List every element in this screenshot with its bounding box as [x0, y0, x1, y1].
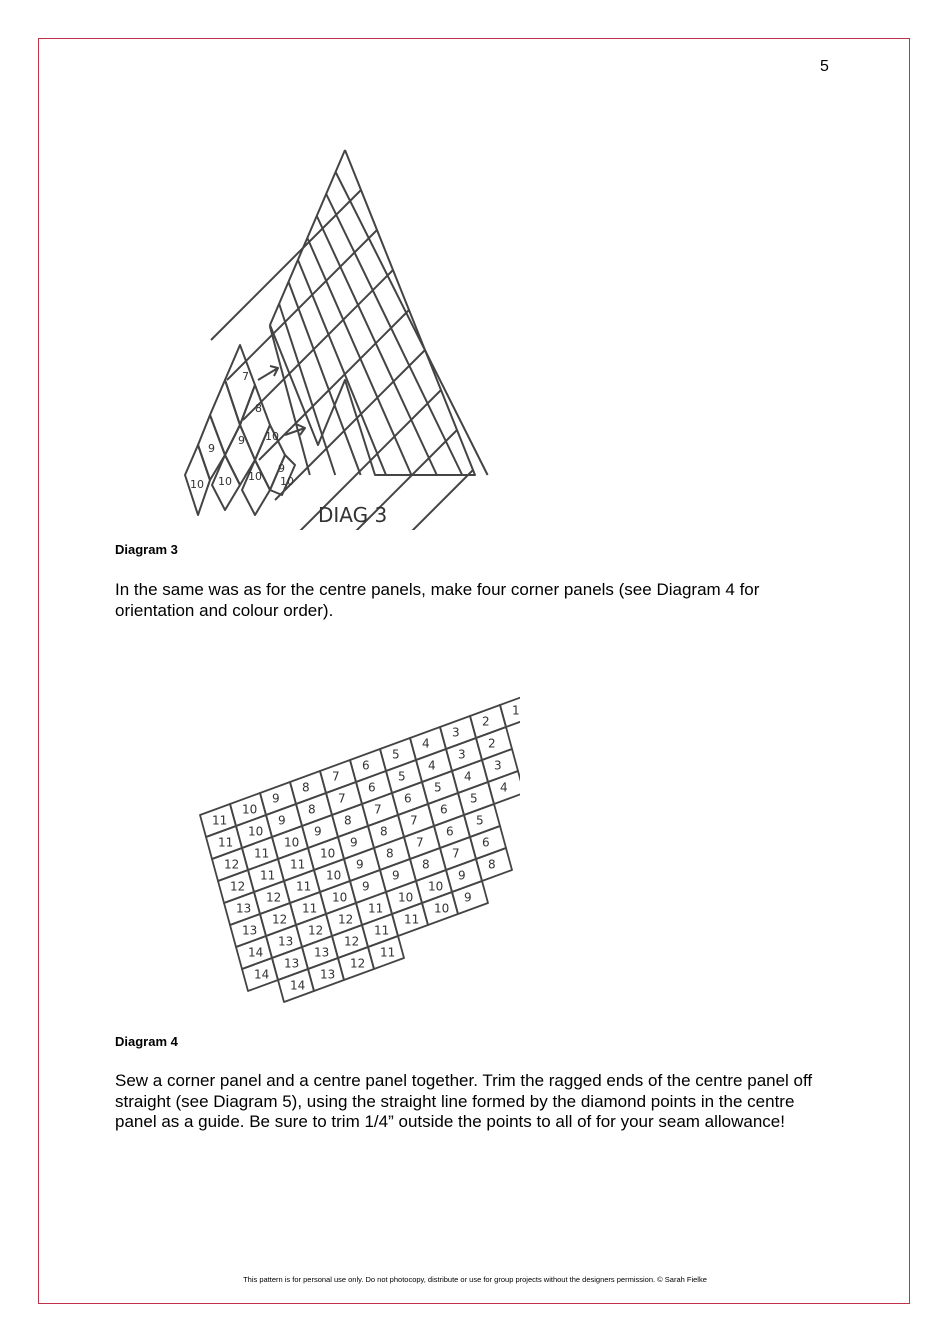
grid-number: 9	[392, 868, 400, 883]
grid-number: 9	[278, 813, 286, 828]
grid-number: 7	[332, 769, 340, 784]
grid-number: 8	[488, 857, 496, 872]
grid-number: 9	[350, 835, 358, 850]
grid-number: 5	[470, 791, 478, 806]
grid-number: 10	[398, 890, 414, 905]
grid-number: 10	[332, 890, 348, 905]
grid-number: 13	[320, 967, 336, 982]
grid-number: 9	[356, 857, 364, 872]
grid-number: 9	[464, 890, 472, 905]
grid-number: 3	[458, 747, 466, 762]
grid-number: 10	[320, 846, 336, 861]
grid-number: 10	[248, 824, 264, 839]
grid-number: 12	[350, 956, 366, 971]
grid-number: 2	[482, 714, 490, 729]
grid-number: 4	[422, 736, 430, 751]
grid-number: 13	[284, 956, 300, 971]
grid-number: 6	[446, 824, 454, 839]
grid-number: 7	[410, 813, 418, 828]
paragraph-corner-panels: In the same was as for the centre panels, make four corner panels (see Diagram 4 for orientation and colour order).	[115, 580, 760, 620]
grid-number: 11	[368, 901, 384, 916]
grid-number: 6	[362, 758, 370, 773]
grid-number: 11	[260, 868, 276, 883]
grid-number: 12	[272, 912, 288, 927]
diagram-3	[170, 140, 490, 530]
grid-number: 5	[398, 769, 406, 784]
strip-number: 9	[278, 462, 285, 475]
grid-number: 11	[302, 901, 318, 916]
grid-number: 3	[494, 758, 502, 773]
diagram-4-caption: Diagram 4	[115, 1034, 178, 1049]
grid-number: 12	[344, 934, 360, 949]
grid-number: 11	[212, 813, 228, 828]
grid-number: 14	[248, 945, 264, 960]
grid-number: 12	[230, 879, 246, 894]
diagram-3-handwritten-label: DIAG 3	[318, 503, 388, 527]
grid-number: 12	[224, 857, 240, 872]
grid-number: 5	[392, 747, 400, 762]
grid-number: 10	[326, 868, 342, 883]
grid-number: 9	[362, 879, 370, 894]
grid-number: 11	[374, 923, 390, 938]
grid-number: 5	[476, 813, 484, 828]
strip-number: 8	[255, 402, 262, 415]
grid-number: 13	[314, 945, 330, 960]
grid-number: 10	[284, 835, 300, 850]
grid-number: 14	[290, 978, 306, 993]
grid-number: 9	[272, 791, 280, 806]
grid-number: 8	[386, 846, 394, 861]
strip-number: 10	[218, 475, 232, 488]
grid-number: 10	[242, 802, 258, 817]
diagram-4	[180, 675, 520, 1005]
grid-number: 8	[422, 857, 430, 872]
grid-number: 11	[296, 879, 312, 894]
grid-number: 12	[338, 912, 354, 927]
grid-number: 11	[290, 857, 306, 872]
strip-number: 10	[265, 430, 279, 443]
grid-number: 8	[380, 824, 388, 839]
grid-number: 7	[452, 846, 460, 861]
diagram-3-caption: Diagram 3	[115, 542, 178, 557]
grid-number: 12	[308, 923, 324, 938]
grid-number: 11	[254, 846, 270, 861]
grid-number: 8	[302, 780, 310, 795]
grid-number: 9	[314, 824, 322, 839]
grid-number: 13	[236, 901, 252, 916]
grid-number: 13	[278, 934, 294, 949]
strip-number: 10	[190, 478, 204, 491]
strip-number: 7	[242, 370, 249, 383]
diagram-3-drawing	[170, 140, 490, 530]
strip-number: 9	[208, 442, 215, 455]
grid-number: 6	[440, 802, 448, 817]
grid-number: 6	[482, 835, 490, 850]
grid-number: 7	[416, 835, 424, 850]
footer-copyright: This pattern is for personal use only. Do not photocopy, distribute or use for group projects without the designers permission. © Sarah Fielke	[243, 1275, 707, 1284]
strip-number: 10	[280, 475, 294, 488]
grid-number: 4	[428, 758, 436, 773]
grid-number: 7	[338, 791, 346, 806]
grid-number: 12	[266, 890, 282, 905]
page-number: 5	[820, 58, 829, 75]
grid-number: 8	[308, 802, 316, 817]
grid-number: 11	[218, 835, 234, 850]
grid-number: 4	[464, 769, 472, 784]
grid-number: 10	[434, 901, 450, 916]
grid-number: 9	[458, 868, 466, 883]
grid-number: 14	[254, 967, 270, 982]
grid-number: 5	[434, 780, 442, 795]
grid-number: 7	[374, 802, 382, 817]
grid-number: 11	[404, 912, 420, 927]
grid-number: 6	[404, 791, 412, 806]
diagram-4-drawing	[180, 675, 520, 1005]
grid-number: 2	[488, 736, 496, 751]
grid-number: 11	[380, 945, 396, 960]
grid-number: 10	[428, 879, 444, 894]
grid-number: 3	[452, 725, 460, 740]
grid-number: 13	[242, 923, 258, 938]
grid-number: 6	[368, 780, 376, 795]
strip-number: 10	[248, 470, 262, 483]
strip-number: 9	[238, 434, 245, 447]
paragraph-trim-instructions: Sew a corner panel and a centre panel together. Trim the ragged ends of the centre panel off straight (see Diagram 5), using the straight line formed by the diamond points in the centre panel as a guide. Be sure to trim 1/4” outside the points to all of for your seam allowance!	[115, 1071, 813, 1131]
grid-number: 8	[344, 813, 352, 828]
grid-number: 1	[512, 703, 520, 718]
grid-number: 4	[500, 780, 508, 795]
